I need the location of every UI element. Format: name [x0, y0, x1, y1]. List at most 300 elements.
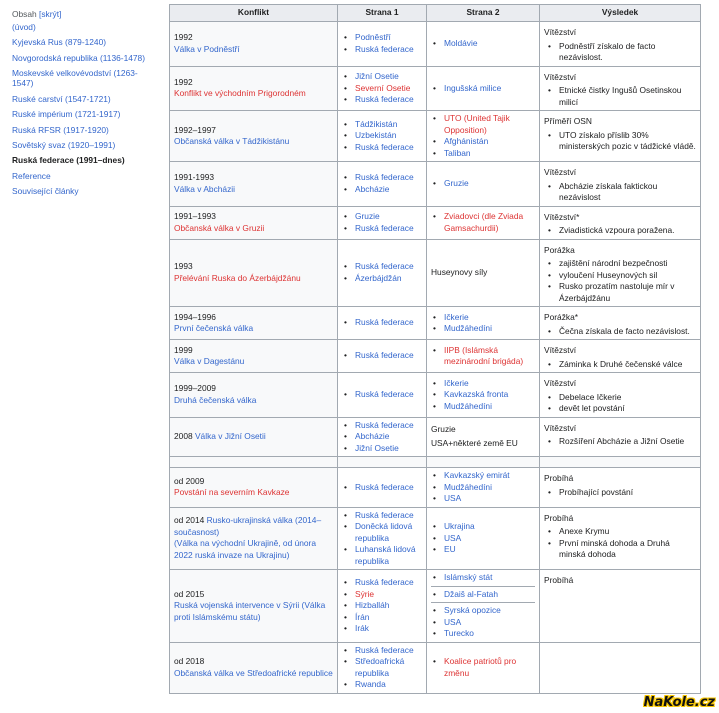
result-item: • Podněstří získalo de facto nezávislost. — [556, 41, 696, 64]
conflict-cell — [170, 111, 338, 162]
side1-cell — [338, 206, 427, 239]
conflict-date: 1992 — [174, 76, 193, 87]
side2-cell — [427, 239, 540, 307]
party-item — [352, 142, 422, 154]
result-cell — [540, 206, 701, 239]
blank-cell — [338, 457, 427, 468]
party-link[interactable]: Ičkerie — [444, 311, 469, 322]
party-link[interactable]: Ruská federace — [355, 350, 414, 361]
party-link[interactable]: Ruská federace — [355, 261, 414, 272]
party-link[interactable]: Írán — [355, 611, 370, 622]
party-item — [441, 533, 535, 545]
party-list — [342, 510, 422, 568]
party-link[interactable]: Afghánistán — [444, 136, 489, 146]
conflict-date: od 2014 — [174, 515, 205, 526]
conflict-date: 1999–2009 — [174, 383, 216, 394]
party-link[interactable]: UTO (United Tajik Opposition) — [444, 113, 510, 135]
party-link[interactable]: Gruzie — [444, 178, 469, 188]
side1-cell — [338, 307, 427, 340]
party-link[interactable]: Ruská federace — [355, 222, 414, 233]
result-cell — [540, 417, 701, 457]
party-link[interactable]: Ruská federace — [355, 419, 414, 430]
party-item — [352, 679, 422, 691]
toc-item-link[interactable]: Ruská RFSR (1917-1920) — [12, 124, 109, 135]
side2-plain-text: Gruzie — [431, 424, 456, 435]
party-link[interactable]: Koalice patriotů pro změnu — [444, 656, 517, 678]
result-heading: Probíhá — [544, 575, 574, 585]
side2-plain-text: Huseynovy síly — [431, 267, 488, 277]
party-item — [352, 172, 422, 184]
party-link[interactable]: Ruská federace — [355, 577, 414, 587]
party-item — [352, 510, 422, 522]
party-item — [352, 577, 422, 589]
conflict-cell — [170, 373, 338, 418]
side2-cell — [427, 340, 540, 373]
party-item — [352, 521, 422, 544]
party-link[interactable]: Taliban — [444, 147, 471, 158]
party-item — [441, 628, 535, 640]
conflict-cell — [170, 239, 338, 307]
party-link[interactable]: Sýrie — [355, 588, 375, 599]
party-list — [342, 317, 422, 329]
conflicts-table — [169, 4, 701, 694]
party-list — [342, 482, 422, 494]
result-list — [544, 225, 696, 237]
result-heading: Vítězství* — [544, 211, 580, 222]
conflict-date: 2008 — [174, 431, 193, 441]
result-list — [544, 392, 696, 415]
toc-title — [12, 9, 152, 19]
party-item — [441, 617, 535, 629]
toc-item[interactable] — [12, 140, 152, 150]
result-item: • Abcházie získala faktickou nezávislost — [556, 181, 696, 204]
side1-cell — [338, 468, 427, 508]
side2-plain-text: USA+některé země EU — [431, 437, 518, 448]
result-list — [544, 258, 696, 304]
party-link[interactable]: Ičkerie — [444, 377, 469, 388]
result-item: • Rozšíření Abcházie a Jižní Osetie — [556, 436, 696, 448]
toc-heading: Obsah — [12, 9, 37, 19]
result-list — [544, 359, 696, 371]
party-link[interactable]: Mudžáhedíni — [444, 481, 492, 492]
result-cell — [540, 239, 701, 307]
result-heading: Porážka* — [544, 312, 578, 322]
party-item — [441, 389, 535, 401]
toc-item[interactable] — [12, 186, 152, 196]
result-heading: Vítězství — [544, 345, 577, 355]
conflict-cell — [170, 66, 338, 111]
party-link[interactable]: Turecko — [444, 628, 474, 638]
party-item — [352, 389, 422, 401]
party-item — [352, 71, 422, 83]
party-link[interactable]: Uzbekistán — [355, 130, 397, 141]
party-item — [352, 623, 422, 635]
conflict-link[interactable]: První čečenská válka — [174, 323, 254, 333]
party-item — [352, 656, 422, 679]
table-row — [170, 111, 701, 162]
table-row — [170, 570, 701, 643]
party-item — [441, 148, 535, 160]
side1-cell — [338, 507, 427, 570]
party-item — [441, 312, 535, 324]
party-item — [441, 401, 535, 413]
result-list — [544, 41, 696, 64]
party-list — [342, 389, 422, 401]
result-heading: Porážka — [544, 244, 575, 255]
watermark-logo: NaKole.cz — [643, 695, 715, 710]
party-item — [352, 130, 422, 142]
header-strana-1: Strana 1 — [338, 5, 427, 22]
result-item: • Zviadistická vzpoura poražena. — [556, 225, 696, 237]
side2-separator — [431, 602, 535, 603]
party-link[interactable]: Jižní Osetie — [355, 71, 399, 81]
result-heading: Vítězství — [544, 378, 577, 388]
table-row — [170, 66, 701, 111]
party-item — [441, 345, 535, 368]
side2-separator — [431, 586, 535, 587]
toc-item-link[interactable]: Související články — [12, 186, 79, 197]
party-link[interactable]: Doněcká lidová republika — [355, 521, 413, 543]
party-item — [352, 350, 422, 362]
side1-cell — [338, 162, 427, 207]
blank-cell — [170, 457, 338, 468]
party-list — [431, 378, 535, 413]
side2-cell — [427, 507, 540, 570]
result-item: • Debelace Ičkerie — [556, 392, 696, 404]
result-cell — [540, 507, 701, 570]
result-cell — [540, 340, 701, 373]
toc-item[interactable] — [12, 37, 152, 47]
party-link[interactable]: Islámský stát — [444, 572, 493, 582]
toc-item-link[interactable]: Ruské impérium (1721-1917) — [12, 109, 121, 120]
table-body — [170, 22, 701, 694]
table-header-row — [170, 5, 701, 22]
party-list — [342, 261, 422, 284]
table-row — [170, 507, 701, 570]
conflict-link[interactable]: Občanská válka v Gruzii — [174, 222, 265, 233]
party-link[interactable]: Ruská federace — [355, 141, 414, 152]
party-list — [342, 350, 422, 362]
conflict-extra-link[interactable]: (Válka na východní Ukrajině, od února 2022 ruská invaze na Ukrajinu) — [174, 538, 316, 560]
result-heading: Vítězství — [544, 422, 577, 433]
conflict-link[interactable]: Rusko-ukrajinská válka (2014–současnost) — [174, 515, 322, 537]
blank-cell — [427, 457, 540, 468]
party-link[interactable]: Abcházie — [355, 431, 390, 441]
conflict-date: 1993 — [174, 261, 193, 272]
result-heading: Vítězství — [544, 71, 577, 82]
conflict-date: od 2009 — [174, 475, 205, 486]
toc-item[interactable] — [12, 94, 152, 104]
toc-item[interactable] — [12, 171, 152, 181]
result-item: • Anexe Krymu — [556, 526, 696, 538]
result-heading: Probíhá — [544, 473, 574, 483]
party-link[interactable]: Rwanda — [355, 679, 386, 689]
party-item — [352, 44, 422, 56]
conflict-cell — [170, 340, 338, 373]
conflict-cell — [170, 417, 338, 457]
toc-item[interactable] — [12, 109, 152, 119]
table-row — [170, 239, 701, 307]
party-item — [441, 323, 535, 335]
conflicts-table-wrapper — [169, 4, 700, 706]
result-item: • devět let povstání — [556, 403, 696, 415]
table-row — [170, 373, 701, 418]
side2-cell — [427, 373, 540, 418]
party-item — [441, 211, 535, 234]
result-cell — [540, 468, 701, 508]
conflict-link[interactable]: Konflikt ve východním Prigorodném — [174, 88, 306, 99]
party-list — [431, 589, 535, 601]
result-item: • Záminka k Druhé čečenské válce — [556, 359, 696, 371]
party-link[interactable]: Ázerbájdžán — [355, 272, 402, 283]
party-link[interactable]: Ingušská milice — [444, 82, 502, 93]
conflict-date: 1991-1993 — [174, 172, 215, 183]
party-link[interactable]: USA — [444, 532, 462, 543]
party-list — [342, 577, 422, 635]
conflict-link[interactable]: Občanská válka ve Středoafrické republice — [174, 667, 333, 678]
result-cell — [540, 22, 701, 67]
party-link[interactable]: USA — [444, 616, 462, 627]
party-item — [352, 443, 422, 455]
party-link[interactable]: EU — [444, 544, 456, 554]
conflict-cell — [170, 570, 338, 643]
party-link[interactable]: Syrská opozice — [444, 605, 501, 615]
toc-item-link[interactable]: Kyjevská Rus (879-1240) — [12, 37, 107, 48]
party-link[interactable]: IIPB (Islámská mezinárodní brigáda) — [444, 344, 524, 366]
side1-cell — [338, 642, 427, 693]
party-item — [352, 32, 422, 44]
party-item — [441, 572, 535, 584]
blank-cell — [540, 457, 701, 468]
side2-cell — [427, 162, 540, 207]
toc-item-link[interactable]: Ruská federace (1991–dnes) — [12, 155, 125, 166]
party-link[interactable]: Ruská federace — [355, 509, 414, 520]
party-item — [352, 317, 422, 329]
conflict-cell — [170, 206, 338, 239]
side1-cell — [338, 66, 427, 111]
party-link[interactable]: Hizballáh — [355, 600, 390, 610]
side2-cell — [427, 307, 540, 340]
table-row — [170, 162, 701, 207]
party-link[interactable]: Mudžáhedíni — [444, 323, 492, 333]
result-cell — [540, 66, 701, 111]
result-heading: Vítězství — [544, 27, 577, 37]
table-row — [170, 307, 701, 340]
conflict-date: 1992 — [174, 32, 193, 43]
party-item — [352, 184, 422, 196]
result-list — [544, 181, 696, 204]
party-item — [441, 470, 535, 482]
party-link[interactable]: Jižní Osetie — [355, 442, 399, 453]
party-link[interactable]: Luhanská lidová republika — [355, 544, 416, 566]
result-item: • První minská dohoda a Druhá minská dohoda — [556, 538, 696, 561]
conflict-date: 1999 — [174, 344, 193, 355]
party-list — [431, 113, 535, 159]
toc-item-link[interactable]: Ruské carství (1547-1721) — [12, 93, 111, 104]
result-item: • Čečna získala de facto nezávislost. — [556, 326, 696, 338]
result-item: • Etnické čistky Ingušů Osetinskou milicí — [556, 85, 696, 108]
side1-cell — [338, 239, 427, 307]
party-item — [352, 83, 422, 95]
side1-cell — [338, 340, 427, 373]
party-link[interactable]: Irák — [355, 623, 369, 633]
party-item — [352, 119, 422, 131]
party-link[interactable]: Moldávie — [444, 38, 478, 48]
conflict-cell — [170, 307, 338, 340]
party-link[interactable]: Zviadovci (dle Zviada Gamsachurdii) — [444, 211, 524, 233]
toc-item[interactable] — [12, 22, 152, 32]
side2-cell — [427, 66, 540, 111]
party-list — [342, 119, 422, 154]
party-list — [342, 645, 422, 691]
party-item — [441, 38, 535, 50]
party-link[interactable]: Ruská federace — [355, 644, 414, 655]
result-list — [544, 487, 696, 499]
party-list — [342, 172, 422, 195]
conflict-date: 1992–1997 — [174, 124, 216, 135]
conflict-link[interactable]: Válka v Podněstří — [174, 43, 240, 54]
party-item — [352, 261, 422, 273]
toc-item[interactable] — [12, 68, 152, 89]
conflict-link[interactable]: Ruská vojenská intervence v Sýrii (Válka proti Islámskému státu) — [174, 600, 326, 622]
result-item: • zajištění národní bezpečnosti — [556, 258, 696, 270]
party-item — [441, 589, 535, 601]
conflict-date: od 2018 — [174, 656, 205, 666]
party-link[interactable]: Mudžáhedíni — [444, 400, 492, 411]
conflict-link[interactable]: Válka v Dagestánu — [174, 356, 245, 366]
toc-item[interactable] — [12, 155, 152, 165]
party-link[interactable]: Středoafrická republika — [355, 656, 405, 678]
party-list — [431, 345, 535, 368]
toc-list — [12, 22, 152, 197]
party-list — [342, 420, 422, 455]
party-item — [352, 645, 422, 657]
party-link[interactable]: Ruská federace — [355, 481, 414, 492]
conflict-link[interactable]: Přelévání Ruska do Ázerbájdžánu — [174, 272, 301, 283]
party-item — [352, 482, 422, 494]
result-cell — [540, 307, 701, 340]
result-heading: Vítězství — [544, 167, 577, 177]
party-list — [431, 312, 535, 335]
toc-item[interactable] — [12, 53, 152, 63]
result-item: • Probíhající povstání — [556, 487, 696, 499]
party-item — [441, 521, 535, 533]
side2-cell — [427, 468, 540, 508]
result-cell — [540, 570, 701, 643]
party-item — [352, 211, 422, 223]
side2-cell — [427, 206, 540, 239]
table-row — [170, 22, 701, 67]
party-list — [431, 470, 535, 505]
conflict-cell — [170, 468, 338, 508]
result-item: • vyloučení Huseynových sil — [556, 270, 696, 282]
party-link[interactable]: Tádžikistán — [355, 118, 398, 129]
party-link[interactable]: Ruská federace — [355, 94, 414, 104]
party-item — [352, 273, 422, 285]
conflict-link[interactable]: Druhá čečenská válka — [174, 394, 257, 405]
party-link[interactable]: USA — [444, 493, 462, 503]
result-cell — [540, 373, 701, 418]
conflict-link[interactable]: Občanská válka v Tádžikistánu — [174, 136, 290, 146]
party-item — [352, 612, 422, 624]
conflict-cell — [170, 22, 338, 67]
party-item — [441, 605, 535, 617]
party-link[interactable]: Ruská federace — [355, 43, 414, 54]
party-link[interactable]: Džaiš al-Fatah — [444, 588, 498, 599]
toc-item-link[interactable]: Reference — [12, 170, 51, 181]
result-cell — [540, 162, 701, 207]
party-link[interactable]: Ruská federace — [355, 317, 414, 328]
party-item — [441, 113, 535, 136]
party-list — [431, 521, 535, 556]
side2-cell — [427, 417, 540, 457]
conflict-link[interactable]: Válka v Abcházii — [174, 183, 235, 194]
party-list — [431, 605, 535, 640]
party-item — [352, 431, 422, 443]
party-item — [352, 420, 422, 432]
party-list — [431, 83, 535, 95]
result-list — [544, 85, 696, 108]
party-link[interactable]: Kavkazský emirát — [444, 470, 510, 480]
header-konflikt: Konflikt — [170, 5, 338, 22]
party-item — [441, 656, 535, 679]
table-row — [170, 340, 701, 373]
result-cell — [540, 111, 701, 162]
conflict-cell — [170, 162, 338, 207]
toc-hide-link[interactable]: [skrýt] — [39, 9, 62, 19]
conflict-date: od 2015 — [174, 588, 205, 599]
party-link[interactable]: Podněstří — [355, 32, 391, 43]
party-item — [441, 83, 535, 95]
party-link[interactable]: Gruzie — [355, 211, 380, 221]
conflict-link[interactable]: Povstání na severním Kavkaze — [174, 487, 290, 498]
side2-cell — [427, 642, 540, 693]
conflict-cell — [170, 642, 338, 693]
result-list — [544, 130, 696, 153]
party-item — [441, 136, 535, 148]
party-link[interactable]: Ukrajina — [444, 521, 475, 531]
table-row — [170, 642, 701, 693]
party-item — [441, 482, 535, 494]
toc-item-link[interactable]: Moskevské velkovévodství (1263-1547) — [12, 68, 138, 89]
party-link[interactable]: Ruská federace — [355, 172, 414, 183]
toc-item-link[interactable]: Novgorodská republika (1136-1478) — [12, 52, 145, 63]
party-list — [431, 38, 535, 50]
toc-item-link[interactable]: (úvod) — [12, 22, 36, 32]
table-row — [170, 457, 701, 468]
party-link[interactable]: Abcházie — [355, 183, 390, 194]
side1-cell — [338, 111, 427, 162]
conflict-date: 1991–1993 — [174, 211, 216, 221]
side1-cell — [338, 22, 427, 67]
party-item — [352, 94, 422, 106]
result-heading: Příměří OSN — [544, 116, 592, 126]
conflict-date: 1994–1996 — [174, 311, 216, 322]
table-row — [170, 206, 701, 239]
party-link[interactable]: Ruská federace — [355, 389, 414, 399]
party-link[interactable]: Kavkazská fronta — [444, 389, 509, 399]
party-link[interactable]: Severní Osetie — [355, 82, 411, 93]
conflict-cell — [170, 507, 338, 570]
party-item — [352, 589, 422, 601]
conflict-link[interactable]: Válka v Jižní Osetii — [194, 431, 266, 441]
header-strana-2: Strana 2 — [427, 5, 540, 22]
party-list — [431, 178, 535, 190]
party-list — [431, 572, 535, 584]
toc-item[interactable] — [12, 125, 152, 135]
toc-item-link[interactable]: Sovětský svaz (1920–1991) — [12, 140, 116, 151]
result-heading: Probíhá — [544, 512, 574, 523]
